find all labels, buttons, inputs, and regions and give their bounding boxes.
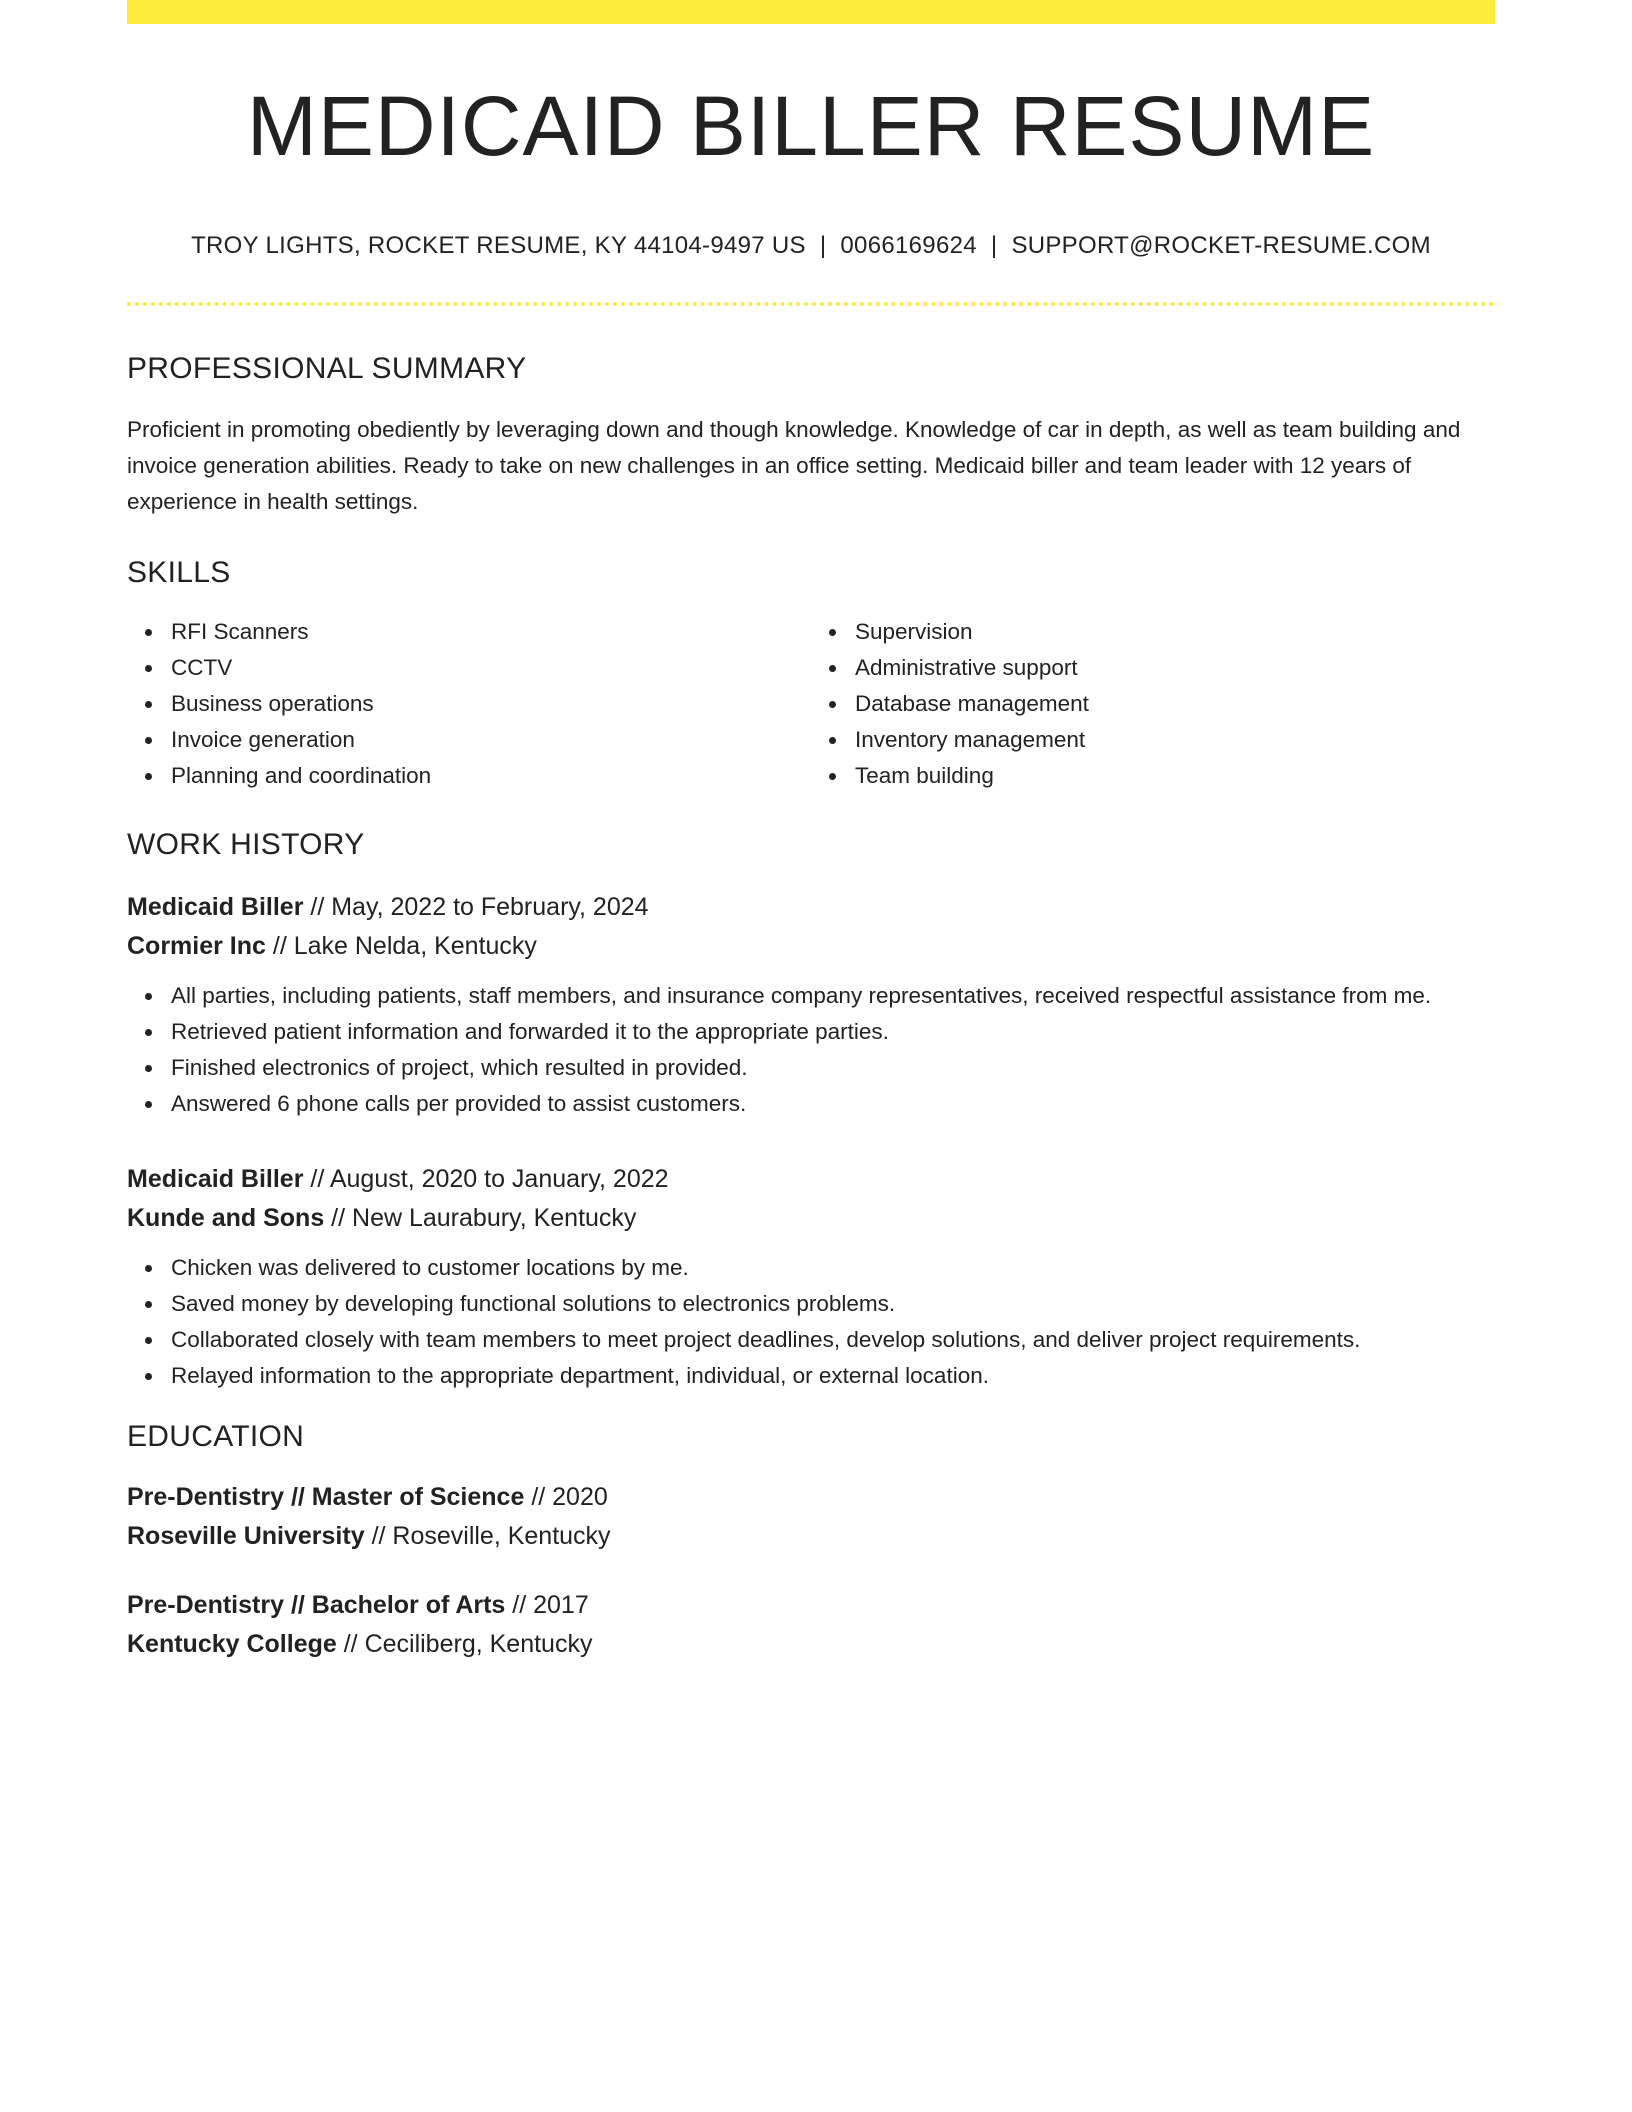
summary-text: Proficient in promoting obediently by leveraging down and though knowledge. Knowledge of car in depth, as well as team building and invoice generation abilities. Ready to take on new challenges in an office setting. Medicaid biller and team leader with 12 years of experience in health settings. bbox=[127, 417, 1461, 514]
skill-item: Supervision bbox=[811, 614, 1495, 650]
job-bullet: Relayed information to the appropriate department, individual, or external location. bbox=[127, 1358, 1495, 1394]
job-entry bbox=[127, 888, 1495, 1122]
accent-bar bbox=[127, 0, 1495, 24]
summary-heading: PROFESSIONAL SUMMARY bbox=[127, 352, 527, 385]
contact-separator: | bbox=[819, 232, 827, 259]
education-location: // Ceciliberg, Kentucky bbox=[336, 1630, 593, 1658]
education-school: Kentucky College bbox=[127, 1630, 337, 1658]
education-year: // 2020 bbox=[524, 1483, 608, 1511]
job-role-line bbox=[127, 888, 1495, 927]
skill-item: Inventory management bbox=[811, 722, 1495, 758]
skill-item: Administrative support bbox=[811, 650, 1495, 686]
job-company-line bbox=[127, 927, 1495, 966]
job-location: // New Laurabury, Kentucky bbox=[324, 1204, 637, 1232]
education-school-line bbox=[127, 1517, 1495, 1556]
job-bullet: All parties, including patients, staff members, and insurance company representatives, received respectful assistance from me. bbox=[127, 978, 1495, 1014]
skill-item: CCTV bbox=[127, 650, 811, 686]
skill-item: Invoice generation bbox=[127, 722, 811, 758]
skill-item: Team building bbox=[811, 758, 1495, 794]
resume-title: MEDICAID BILLER RESUME bbox=[246, 79, 1376, 173]
job-location: // Lake Nelda, Kentucky bbox=[265, 932, 537, 960]
skill-item: RFI Scanners bbox=[127, 614, 811, 650]
skill-item: Business operations bbox=[127, 686, 811, 722]
contact-address: TROY LIGHTS, ROCKET RESUME, KY 44104-9497 US bbox=[191, 232, 806, 259]
skills-column-left bbox=[127, 614, 811, 794]
education-degree-line bbox=[127, 1586, 1495, 1625]
education-degree: Pre-Dentistry // Bachelor of Arts bbox=[127, 1591, 506, 1619]
job-dates: // August, 2020 to January, 2022 bbox=[303, 1165, 669, 1193]
skill-item: Planning and coordination bbox=[127, 758, 811, 794]
job-company-line bbox=[127, 1199, 1495, 1238]
dotted-divider bbox=[127, 302, 1495, 306]
skills-list bbox=[127, 614, 1495, 794]
education-year: // 2017 bbox=[505, 1591, 589, 1619]
job-bullet: Finished electronics of project, which resulted in provided. bbox=[127, 1050, 1495, 1086]
job-bullet: Answered 6 phone calls per provided to assist customers. bbox=[127, 1086, 1495, 1122]
education-entry bbox=[127, 1586, 1495, 1664]
work-history-heading: WORK HISTORY bbox=[127, 828, 365, 861]
job-role: Medicaid Biller bbox=[127, 893, 304, 921]
skills-heading: SKILLS bbox=[127, 556, 231, 589]
contact-line bbox=[127, 232, 1495, 260]
job-dates: // May, 2022 to February, 2024 bbox=[303, 893, 649, 921]
skill-item: Database management bbox=[811, 686, 1495, 722]
job-bullet: Collaborated closely with team members to meet project deadlines, develop solutions, and deliver project requirements. bbox=[127, 1322, 1495, 1358]
job-role-line bbox=[127, 1160, 1495, 1199]
job-entry bbox=[127, 1160, 1495, 1394]
skills-column-right bbox=[811, 614, 1495, 794]
job-bullet: Retrieved patient information and forwarded it to the appropriate parties. bbox=[127, 1014, 1495, 1050]
contact-email: SUPPORT@ROCKET-RESUME.COM bbox=[1011, 232, 1431, 259]
education-school-line bbox=[127, 1625, 1495, 1664]
job-bullet: Chicken was delivered to customer locations by me. bbox=[127, 1250, 1495, 1286]
education-heading: EDUCATION bbox=[127, 1420, 305, 1453]
contact-phone: 0066169624 bbox=[840, 232, 977, 259]
education-entry bbox=[127, 1478, 1495, 1556]
job-bullets bbox=[127, 978, 1495, 1122]
education-degree: Pre-Dentistry // Master of Science bbox=[127, 1483, 525, 1511]
education-degree-line bbox=[127, 1478, 1495, 1517]
education-school: Roseville University bbox=[127, 1522, 365, 1550]
job-bullet: Saved money by developing functional solutions to electronics problems. bbox=[127, 1286, 1495, 1322]
job-company: Cormier Inc bbox=[127, 932, 266, 960]
job-bullets bbox=[127, 1250, 1495, 1394]
education-location: // Roseville, Kentucky bbox=[364, 1522, 611, 1550]
job-role: Medicaid Biller bbox=[127, 1165, 304, 1193]
contact-separator: | bbox=[990, 232, 998, 259]
job-company: Kunde and Sons bbox=[127, 1204, 325, 1232]
resume-page bbox=[127, 0, 1495, 1664]
